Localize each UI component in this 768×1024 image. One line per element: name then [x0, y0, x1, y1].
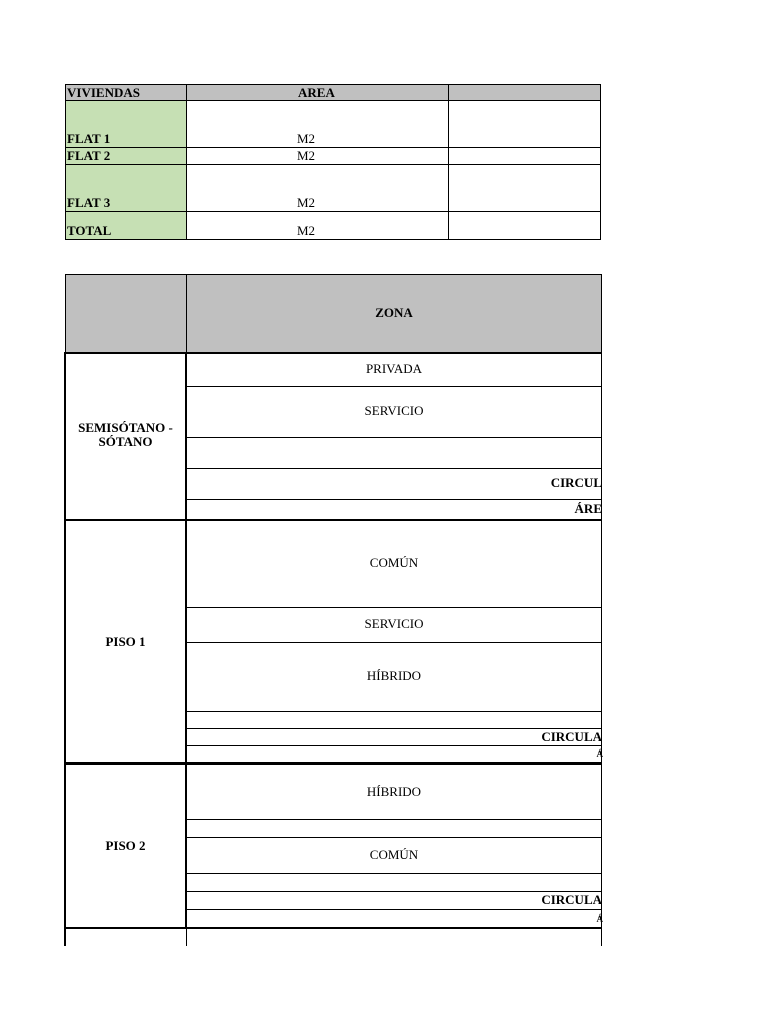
row-total-label-cell [65, 211, 187, 240]
area-row [186, 499, 602, 521]
row-total-extra-cell [448, 211, 601, 240]
next-section-right-edge [601, 927, 602, 946]
flat-2-unit: M2 [297, 148, 316, 163]
zone-hibrido-cell [186, 642, 602, 712]
zone-empty-row [186, 819, 602, 838]
zone-privada-cell [186, 352, 602, 387]
row-flat-2-label-cell [65, 147, 187, 165]
total-label: TOTAL [67, 223, 112, 238]
section-piso-2-label: PISO 2 [105, 838, 146, 853]
area-label: Á [596, 914, 603, 924]
zone-comun-cell [186, 837, 602, 874]
flat-1-label: FLAT 1 [67, 131, 111, 146]
flat-1-unit: M2 [297, 131, 316, 146]
zone-empty-row [186, 437, 602, 469]
total-unit: M2 [297, 223, 316, 238]
row-total-area-cell [186, 211, 449, 240]
zone-servicio-cell [186, 386, 602, 438]
zone-hibrido-cell [186, 762, 602, 820]
zone-servicio-label: SERVICIO [364, 616, 424, 631]
circulation-label: CIRCULA [541, 729, 602, 744]
zone-servicio-label: SERVICIO [364, 403, 424, 418]
zone-privada-label: PRIVADA [365, 361, 423, 376]
zone-hibrido-label: HÍBRIDO [366, 784, 422, 799]
zone-empty-row [186, 711, 602, 729]
header-cell-viviendas [65, 84, 187, 101]
area-label: ÁRE [574, 501, 602, 516]
row-flat-3-label-cell [65, 164, 187, 212]
header-cell-area [186, 84, 449, 101]
header-area: AREA [298, 85, 335, 100]
row-flat-1-area-cell [186, 100, 449, 148]
zone-comun-label: COMÚN [369, 555, 419, 570]
section-piso-1-label: PISO 1 [105, 634, 146, 649]
zone-comun-label: COMÚN [369, 847, 419, 862]
circulation-label: CIRCUL [550, 475, 602, 490]
circulation-row [186, 891, 602, 910]
header-cell-empty [448, 84, 601, 101]
row-flat-2-extra-cell [448, 147, 601, 165]
row-flat-3-extra-cell [448, 164, 601, 212]
circulation-row [186, 728, 602, 746]
area-row [186, 909, 602, 929]
section-semisotano-label: SEMISÓTANO - SÓTANO [78, 420, 173, 449]
flat-2-label: FLAT 2 [67, 148, 111, 163]
section-piso-2-cell [64, 762, 187, 929]
next-section-left-edge [64, 927, 66, 946]
area-label: Á [596, 749, 603, 759]
flat-3-unit: M2 [297, 195, 316, 210]
next-section-divider [186, 927, 187, 946]
row-flat-1-extra-cell [448, 100, 601, 148]
zone-empty-row [186, 873, 602, 892]
row-flat-2-area-cell [186, 147, 449, 165]
row-flat-1-label-cell [65, 100, 187, 148]
section-semisotano-cell [64, 352, 187, 521]
next-section-top-border [64, 927, 602, 929]
row-flat-3-area-cell [186, 164, 449, 212]
zone-header-cell [186, 274, 602, 353]
zona-header: ZONA [375, 305, 413, 320]
section-piso-1-cell [64, 519, 187, 765]
zone-comun-cell [186, 519, 602, 608]
zone-hibrido-label: HÍBRIDO [366, 668, 422, 683]
circulation-row [186, 468, 602, 500]
header-viviendas: VIVIENDAS [67, 85, 140, 100]
zone-servicio-cell [186, 607, 602, 643]
zone-header-left-cell [65, 274, 187, 353]
flat-3-label: FLAT 3 [67, 195, 111, 210]
circulation-label: CIRCULA [541, 892, 602, 907]
